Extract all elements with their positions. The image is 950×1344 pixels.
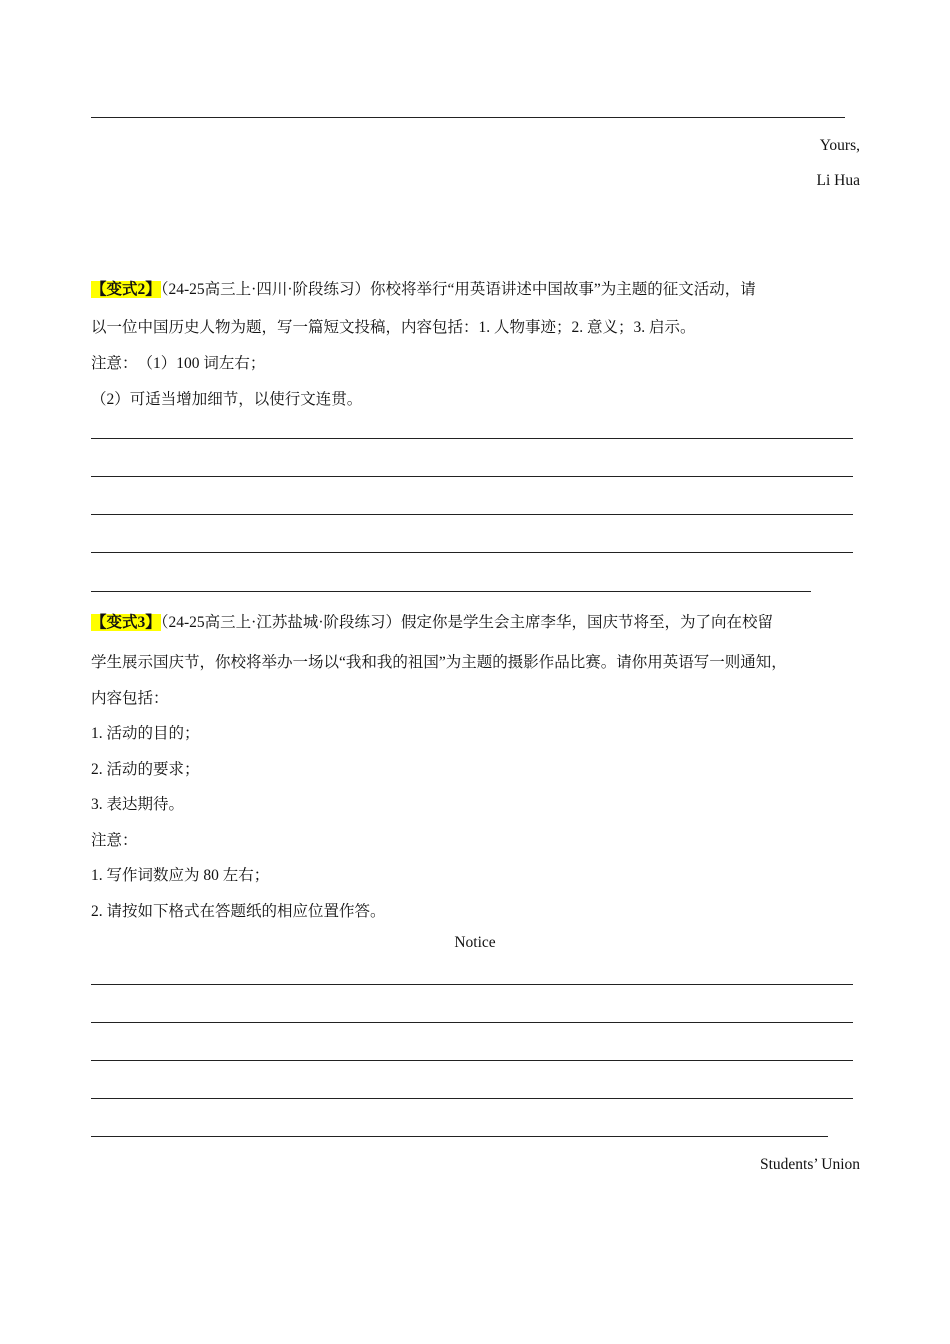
variant3-note-1: 1. 写作词数应为 80 左右；	[91, 867, 270, 884]
answer-line	[91, 591, 811, 592]
answer-line	[91, 514, 853, 515]
answer-line	[91, 1098, 853, 1099]
variant2-note1: 注意： （1）100 词左右；	[91, 355, 266, 372]
variant3-prompt-line2: 学生展示国庆节，你校将举办一场以“我和我的祖国”为主题的摄影作品比赛。请你用英语写一则通知，	[91, 654, 787, 671]
variant2-note2: （2）可适当增加细节，以使行文连贯。	[91, 391, 363, 408]
answer-line	[91, 117, 845, 118]
variant3-prompt-line1	[91, 610, 773, 632]
answer-line	[91, 552, 853, 553]
variant3-note-2: 2. 请按如下格式在答题纸的相应位置作答。	[91, 903, 386, 920]
answer-line	[91, 1060, 853, 1061]
answer-line	[91, 1136, 828, 1137]
variant3-item-3: 3. 表达期待。	[91, 796, 185, 813]
variant2-line1-text: 你校将举行“用英语讲述中国故事”为主题的征文活动，请	[370, 281, 756, 298]
students-union-signoff: Students’ Union	[759, 1156, 860, 1173]
notice-heading: Notice	[454, 934, 496, 951]
variant2-prompt-line2: 以一位中国历史人物为题，写一篇短文投稿，内容包括：1. 人物事迹；2. 意义；3. 启示。	[91, 319, 696, 336]
variant3-item-1: 1. 活动的目的；	[91, 725, 200, 742]
letter-signature: Li Hua	[816, 172, 860, 189]
variant3-prompt-line3: 内容包括：	[91, 690, 169, 707]
answer-line	[91, 984, 853, 985]
variant2-source: （24-25高三上·四川·阶段练习）	[160, 281, 371, 298]
variant3-line1-text: 假定你是学生会主席李华，国庆节将至，为了向在校留	[401, 614, 774, 631]
variant3-item-2: 2. 活动的要求；	[91, 761, 200, 778]
answer-line	[91, 1022, 853, 1023]
variant2-tag: 【变式2】	[91, 281, 161, 298]
letter-closing: Yours,	[819, 137, 860, 154]
variant3-source: （24-25高三上·江苏盐城·阶段练习）	[160, 614, 402, 631]
answer-line	[91, 476, 853, 477]
variant3-note-label: 注意：	[91, 832, 138, 849]
variant3-tag: 【变式3】	[91, 614, 161, 631]
answer-line	[91, 438, 853, 439]
variant2-prompt-line1	[91, 277, 756, 299]
